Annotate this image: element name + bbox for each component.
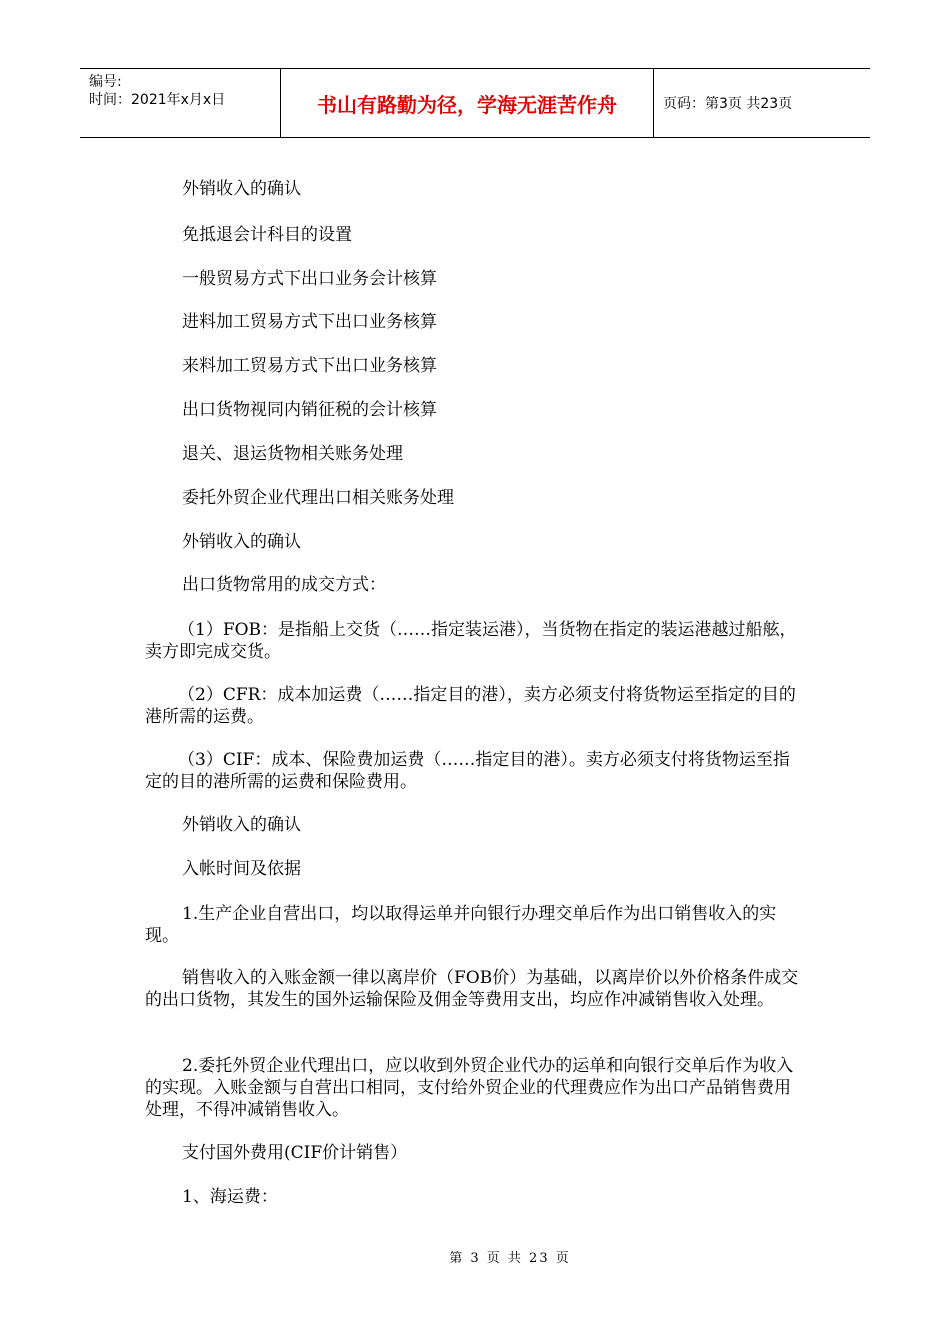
paragraph: 出口货物常用的成交方式： (182, 575, 386, 595)
paragraph: 1.生产企业自营出口，均以取得运单并向银行办理交单后作为出口销售收入的实现。 (145, 904, 777, 946)
paragraph: （2）CFR：成本加运费（……指定目的港），卖方必须支付将货物运至指定的目的港所需的运费。 (145, 685, 796, 727)
page-header (80, 68, 870, 138)
paragraph: 一般贸易方式下出口业务会计核算 (182, 269, 437, 289)
header-meta (80, 69, 281, 137)
paragraph: 支付国外费用(CIF价计销售） (182, 1143, 408, 1163)
paragraph: 进料加工贸易方式下出口业务核算 (182, 312, 437, 332)
paragraph: 外销收入的确认 (182, 179, 301, 199)
paragraph: 1、海运费： (182, 1187, 278, 1207)
number-label: 编号: (89, 74, 122, 90)
paragraph: 免抵退会计科目的设置 (182, 225, 352, 245)
paragraph: 2.委托外贸企业代理出口，应以收到外贸企业代办的运单和向银行交单后作为收入的实现。入账金额与自营出口相同，支付给外贸企业的代理费应作为出口产品销售费用处理，不得冲减销售收入。 (145, 1056, 794, 1120)
header-motto: 书山有路勤为径，学海无涯苦作舟 (281, 69, 654, 137)
paragraph: 来料加工贸易方式下出口业务核算 (182, 356, 437, 376)
paragraph: （3）CIF：成本、保险费加运费（……指定目的港）。卖方必须支付将货物运至指定的目的港所需的运费和保险费用。 (145, 750, 790, 792)
time-label: 时间：2021年x月x日 (89, 92, 226, 108)
paragraph: 外销收入的确认 (182, 815, 301, 835)
paragraph: 出口货物视同内销征税的会计核算 (182, 400, 437, 420)
paragraph: 委托外贸企业代理出口相关账务处理 (182, 488, 454, 508)
paragraph: 外销收入的确认 (182, 532, 301, 552)
page-footer: 第 3 页 共 23 页 (449, 1251, 571, 1266)
paragraph: 销售收入的入账金额一律以离岸价（FOB价）为基础，以离岸价以外价格条件成交的出口货物，其发生的国外运输保险及佣金等费用支出，均应作冲减销售收入处理。 (145, 968, 799, 1010)
paragraph: （1）FOB：是指船上交货（……指定装运港），当货物在指定的装运港越过船舷，卖方即完成交货。 (145, 620, 797, 662)
paragraph: 入帐时间及依据 (182, 859, 301, 879)
header-page-info: 页码：第3页 共23页 (663, 96, 793, 112)
paragraph: 退关、退运货物相关账务处理 (182, 444, 403, 464)
